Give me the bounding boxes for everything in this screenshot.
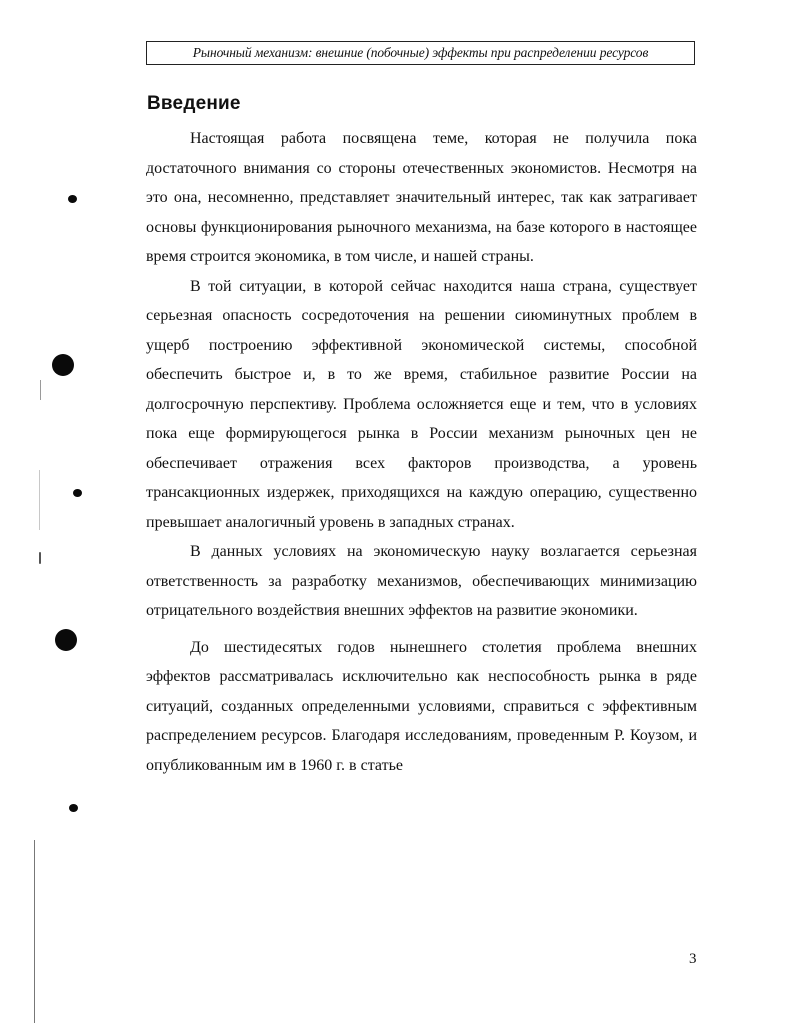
punch-hole [69,804,78,812]
paragraph: В той ситуации, в которой сейчас находится наша страна, существует серьезная опасность сосредоточения на решении сиюминутных проблем в ущерб построению эффективной экономической системы, способной обеспечить быстрое и, в то же время, стабильное развитие России на долгосрочную перспективу. Проблема осложняется еще и тем, что в условиях пока еще формирующегося рынка в России механизм рыночных цен не обеспечивает отражения всех факторов производства, а уровень трансакционных издержек, приходящихся на каждую операцию, существенно превышает аналогичный уровень в западных странах. [146,277,697,531]
binding-edge [40,380,41,400]
section-title: Введение [147,93,241,114]
punch-hole [52,354,74,376]
body-text [146,124,697,780]
binding-edge [39,470,40,530]
running-header-text: Рыночный механизм: внешние (побочные) эффекты при распределении ресурсов [192,45,649,60]
punch-hole [55,629,77,651]
punch-hole [68,195,77,203]
paragraph: В данных условиях на экономическую науку возлагается серьезная ответственность за разработку механизмов, обеспечивающих минимизацию отрицательного воздействия внешних эффектов на развитие экономики. [146,543,697,619]
page-number: 3 [689,951,697,967]
punch-hole [73,489,82,497]
scan-speck [39,552,41,564]
running-header [146,41,695,65]
paragraph: До шестидесятых годов нынешнего столетия проблема внешних эффектов рассматривалась исключительно как неспособность рынка в ряде ситуаций, созданных определенными условиями, справиться с эффективным распределением ресурсов. Благодаря исследованиям, проведенным Р. Коузом, и опубликованным им в 1960 г. в статье [146,638,697,774]
paragraph: Настоящая работа посвящена теме, которая не получила пока достаточного внимания со стороны отечественных экономистов. Несмотря на это она, несомненно, представляет значительный интерес, так как затрагивает основы функционирования рыночного механизма, на базе которого в настоящее время строится экономика, в том числе, и нашей страны. [146,130,697,265]
binding-edge [34,840,35,1023]
